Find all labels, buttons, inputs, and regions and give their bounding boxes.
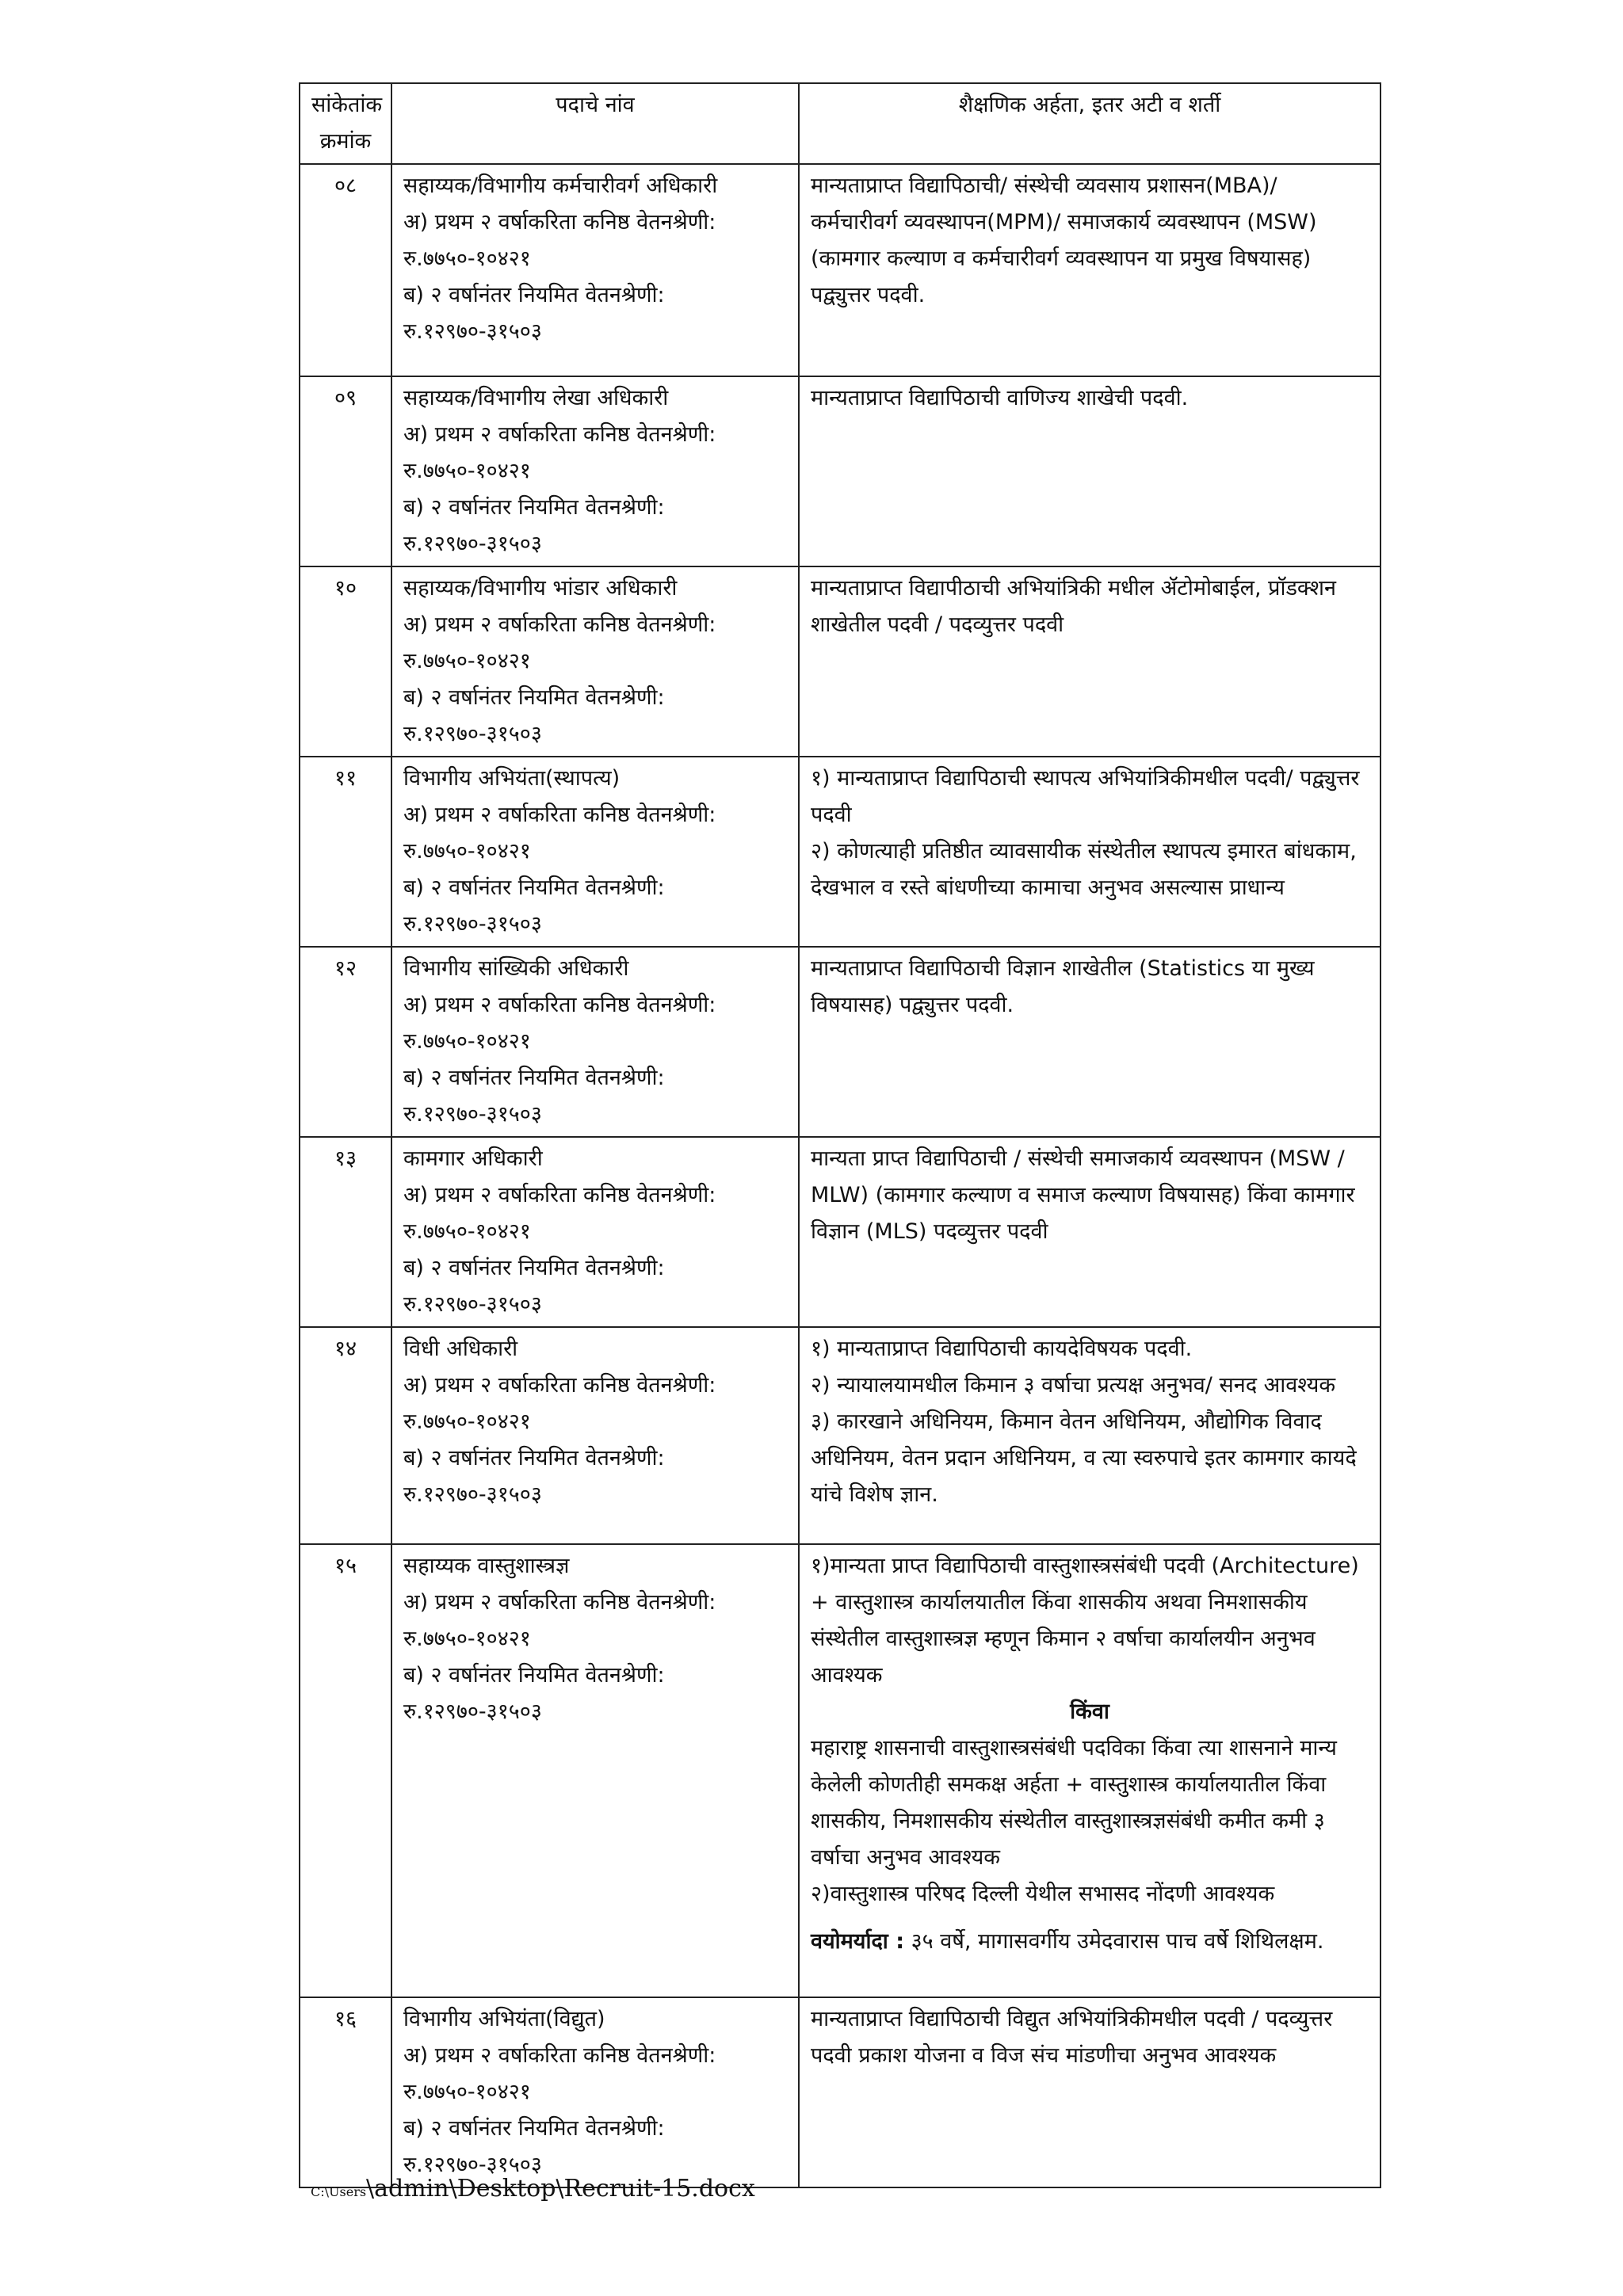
post-line: रु.७७५०-१०४२१ (403, 649, 531, 673)
row-post-cell (391, 164, 799, 376)
row-serial-number: ०८ (300, 164, 391, 376)
row-post-cell (391, 1544, 799, 1997)
post-line: अ) प्रथम २ वर्षाकरिता कनिष्ठ वेतनश्रेणी: (403, 803, 716, 827)
row-serial-number: १५ (300, 1544, 391, 1997)
or-label: किंवा (1070, 1699, 1109, 1724)
post-line: रु.१२९७०-३१५०३ (403, 1292, 542, 1317)
post-line: सहाय्यक/विभागीय कर्मचारीवर्ग अधिकारी (403, 174, 718, 198)
table-row (300, 376, 1381, 566)
post-line: ब) २ वर्षानंतर नियमित वेतनश्रेणी: (403, 1256, 665, 1280)
row-serial-number: ०९ (300, 376, 391, 566)
post-line: अ) प्रथम २ वर्षाकरिता कनिष्ठ वेतनश्रेणी: (403, 1373, 716, 1398)
row-post-cell (391, 566, 799, 757)
row-serial-number: १२ (300, 947, 391, 1137)
post-line: रु.७७५०-१०४२१ (403, 1627, 531, 1651)
row-qualification-cell (799, 1544, 1381, 1997)
post-line: विधी अधिकारी (403, 1337, 518, 1361)
row-post-cell (391, 1327, 799, 1544)
age-limit-label: वयोमर्यादा : (811, 1929, 904, 1954)
row-serial-number: १० (300, 566, 391, 757)
post-line: सहाय्यक वास्तुशास्त्रज्ञ (403, 1554, 570, 1578)
age-limit-text: ३५ वर्षे, मागासवर्गीय उमेदवारास पाच वर्षे शिथिलक्षम. (911, 1929, 1324, 1954)
row-post-cell (391, 757, 799, 947)
row-qualification-cell (799, 757, 1381, 947)
document-path (311, 2175, 755, 2203)
table-header-row (300, 83, 1381, 164)
age-limit (811, 1924, 1369, 1960)
post-line: ब) २ वर्षानंतर नियमित वेतनश्रेणी: (403, 495, 665, 520)
qualification-line: १) मान्यताप्राप्त विद्यापिठाची स्थापत्य अभियांत्रिकीमधील पदवी/ पद्व्युत्तर पदवी (811, 766, 1360, 827)
header-serial: सांकेतांक क्रमांक (300, 83, 391, 164)
table-row (300, 1327, 1381, 1544)
post-line: रु.७७५०-१०४२१ (403, 1029, 531, 1054)
row-qualification-cell (799, 566, 1381, 757)
post-line: रु.७७५०-१०४२१ (403, 459, 531, 483)
table-row (300, 947, 1381, 1137)
qualification-line: मान्यताप्राप्त विद्यापीठाची अभियांत्रिकी मधील ॲटोमोबाईल, प्रॉडक्शन शाखेतील पदवी / पदव्युत्तर पदवी (811, 576, 1337, 637)
spacer (811, 1913, 1369, 1924)
qualification-line: महाराष्ट्र शासनाची वास्तुशास्त्रसंबंधी पदविका किंवा त्या शासनाने मान्य केलेली कोणतीही समकक्ष अर्हता + वास्तुशास्त्र कार्यालयातील किंवा शासकीय, निमशासकीय संस्थेतील वास्तुशास्त्रज्ञसंबंधी कमीत कमी ३ वर्षाचा अनुभव आवश्यक (811, 1736, 1337, 1870)
post-line: ब) २ वर्षानंतर नियमित वेतनश्रेणी: (403, 1066, 665, 1090)
post-line: अ) प्रथम २ वर्षाकरिता कनिष्ठ वेतनश्रेणी: (403, 612, 716, 637)
post-line: विभागीय सांख्यिकी अधिकारी (403, 956, 629, 981)
post-line: अ) प्रथम २ वर्षाकरिता कनिष्ठ वेतनश्रेणी: (403, 2043, 716, 2068)
post-line: विभागीय अभियंता(विद्युत) (403, 2007, 605, 2031)
post-line: अ) प्रथम २ वर्षाकरिता कनिष्ठ वेतनश्रेणी: (403, 422, 716, 447)
row-qualification-cell (799, 164, 1381, 376)
post-line: रु.१२९७०-३१५०३ (403, 1482, 542, 1507)
row-post-cell (391, 376, 799, 566)
post-line: रु.७७५०-१०४२१ (403, 1219, 531, 1244)
post-line: रु.७७५०-१०४२१ (403, 246, 531, 271)
path-prefix: C:\Users (311, 2184, 367, 2199)
qualification-line: १)मान्यता प्राप्त विद्यापिठाची वास्तुशास्त्रसंबंधी पदवी (Architecture) + वास्तुशास्त्र कार्यालयातील किंवा शासकीय अथवा निमशासकीय संस्थेतील वास्तुशास्त्रज्ञ म्हणून किमान २ वर्षाचा कार्यालयीन अनुभव आवश्यक (811, 1554, 1359, 1688)
table-row (300, 566, 1381, 757)
post-line: अ) प्रथम २ वर्षाकरिता कनिष्ठ वेतनश्रेणी: (403, 210, 716, 235)
qualification-line: ३) कारखाने अधिनियम, किमान वेतन अधिनियम, औद्योगिक विवाद अधिनियम, वेतन प्रदान अधिनियम, व त्या स्वरुपाचे इतर कामगार कायदे यांचे विशेष ज्ञान. (811, 1409, 1357, 1507)
post-line: कामगार अधिकारी (403, 1146, 543, 1171)
post-line: ब) २ वर्षानंतर नियमित वेतनश्रेणी: (403, 2116, 665, 2141)
post-line: रु.७७५०-१०४२१ (403, 839, 531, 864)
post-line: अ) प्रथम २ वर्षाकरिता कनिष्ठ वेतनश्रेणी: (403, 1590, 716, 1615)
row-serial-number: ११ (300, 757, 391, 947)
post-line: अ) प्रथम २ वर्षाकरिता कनिष्ठ वेतनश्रेणी: (403, 1183, 716, 1207)
qualification-line: मान्यता प्राप्त विद्यापिठाची / संस्थेची समाजकार्य व्यवस्थापन (MSW / MLW) (कामगार कल्याण व समाज कल्याण विषयासह) किंवा कामगार विज्ञान (MLS) पदव्युत्तर पदवी (811, 1146, 1355, 1244)
qualification-line: १) मान्यताप्राप्त विद्यापिठाची कायदेविषयक पदवी. (811, 1337, 1193, 1361)
post-line: रु.७७५०-१०४२१ (403, 2080, 531, 2104)
post-line: रु.१२९७०-३१५०३ (403, 2153, 542, 2177)
row-qualification-cell (799, 1327, 1381, 1544)
post-line: रु.१२९७०-३१५०३ (403, 1699, 542, 1724)
post-line: विभागीय अभियंता(स्थापत्य) (403, 766, 621, 791)
post-line: रु.१२९७०-३१५०३ (403, 722, 542, 746)
qualification-line: मान्यताप्राप्त विद्यापिठाची वाणिज्य शाखेची पदवी. (811, 386, 1189, 410)
qualification-line: मान्यताप्राप्त विद्यापिठाची विज्ञान शाखेतील (Statistics या मुख्य विषयासह) पद्व्युत्तर पदवी. (811, 956, 1315, 1017)
post-line: रु.१२९७०-३१५०३ (403, 1102, 542, 1127)
post-line: ब) २ वर्षानंतर नियमित वेतनश्रेणी: (403, 875, 665, 900)
header-qualification: शैक्षणिक अर्हता, इतर अटी व शर्ती (799, 83, 1381, 164)
row-serial-number: १६ (300, 1997, 391, 2187)
qualification-line: २) कोणत्याही प्रतिष्ठीत व्यावसायीक संस्थेतील स्थापत्य इमारत बांधकाम, देखभाल व रस्ते बांधणीच्या कामाचा अनुभव असल्यास प्राधान्य (811, 839, 1357, 900)
header-post: पदाचे नांव (391, 83, 799, 164)
row-post-cell (391, 947, 799, 1137)
post-line: ब) २ वर्षानंतर नियमित वेतनश्रेणी: (403, 685, 665, 710)
table-row (300, 1137, 1381, 1327)
post-line: रु.१२९७०-३१५०३ (403, 532, 542, 556)
post-line: ब) २ वर्षानंतर नियमित वेतनश्रेणी: (403, 1446, 665, 1470)
post-line: ब) २ वर्षानंतर नियमित वेतनश्रेणी: (403, 1663, 665, 1688)
row-serial-number: १३ (300, 1137, 391, 1327)
qualification-line: २)वास्तुशास्त्र परिषद दिल्ली येथील सभासद नोंदणी आवश्यक (811, 1882, 1275, 1906)
table-row (300, 164, 1381, 376)
post-line: सहाय्यक/विभागीय भांडार अधिकारी (403, 576, 678, 601)
table-row (300, 1997, 1381, 2187)
post-line: रु.१२९७०-३१५०३ (403, 912, 542, 936)
post-line: सहाय्यक/विभागीय लेखा अधिकारी (403, 386, 669, 410)
post-line: अ) प्रथम २ वर्षाकरिता कनिष्ठ वेतनश्रेणी: (403, 993, 716, 1017)
row-qualification-cell (799, 376, 1381, 566)
row-qualification-cell (799, 1137, 1381, 1327)
qualification-line: २) न्यायालयामधील किमान ३ वर्षाचा प्रत्यक्ष अनुभव/ सनद आवश्यक (811, 1373, 1336, 1398)
path-rest: \admin\Desktop\Recruit-15.docx (366, 2175, 755, 2203)
row-post-cell (391, 1997, 799, 2187)
row-serial-number: १४ (300, 1327, 391, 1544)
row-qualification-cell (799, 947, 1381, 1137)
row-qualification-cell (799, 1997, 1381, 2187)
table-row (300, 757, 1381, 947)
post-line: ब) २ वर्षानंतर नियमित वेतनश्रेणी: (403, 283, 665, 307)
post-line: रु.१२९७०-३१५०३ (403, 319, 542, 344)
table-row (300, 1544, 1381, 1997)
row-post-cell (391, 1137, 799, 1327)
qualification-line: मान्यताप्राप्त विद्यापिठाची/ संस्थेची व्यवसाय प्रशासन(MBA)/ कर्मचारीवर्ग व्यवस्थापन(MPM)/ समाजकार्य व्यवस्थापन (MSW) (कामगार कल्याण व कर्मचारीवर्ग व्यवस्थापन या प्रमुख विषयासह) पद्व्युत्तर पदवी. (811, 174, 1317, 307)
recruitment-table (299, 82, 1381, 2188)
post-line: रु.७७५०-१०४२१ (403, 1409, 531, 1434)
qualification-line: मान्यताप्राप्त विद्यापिठाची विद्युत अभियांत्रिकीमधील पदवी / पदव्युत्तर पदवी प्रकाश योजना व विज संच मांडणीचा अनुभव आवश्यक (811, 2007, 1333, 2068)
